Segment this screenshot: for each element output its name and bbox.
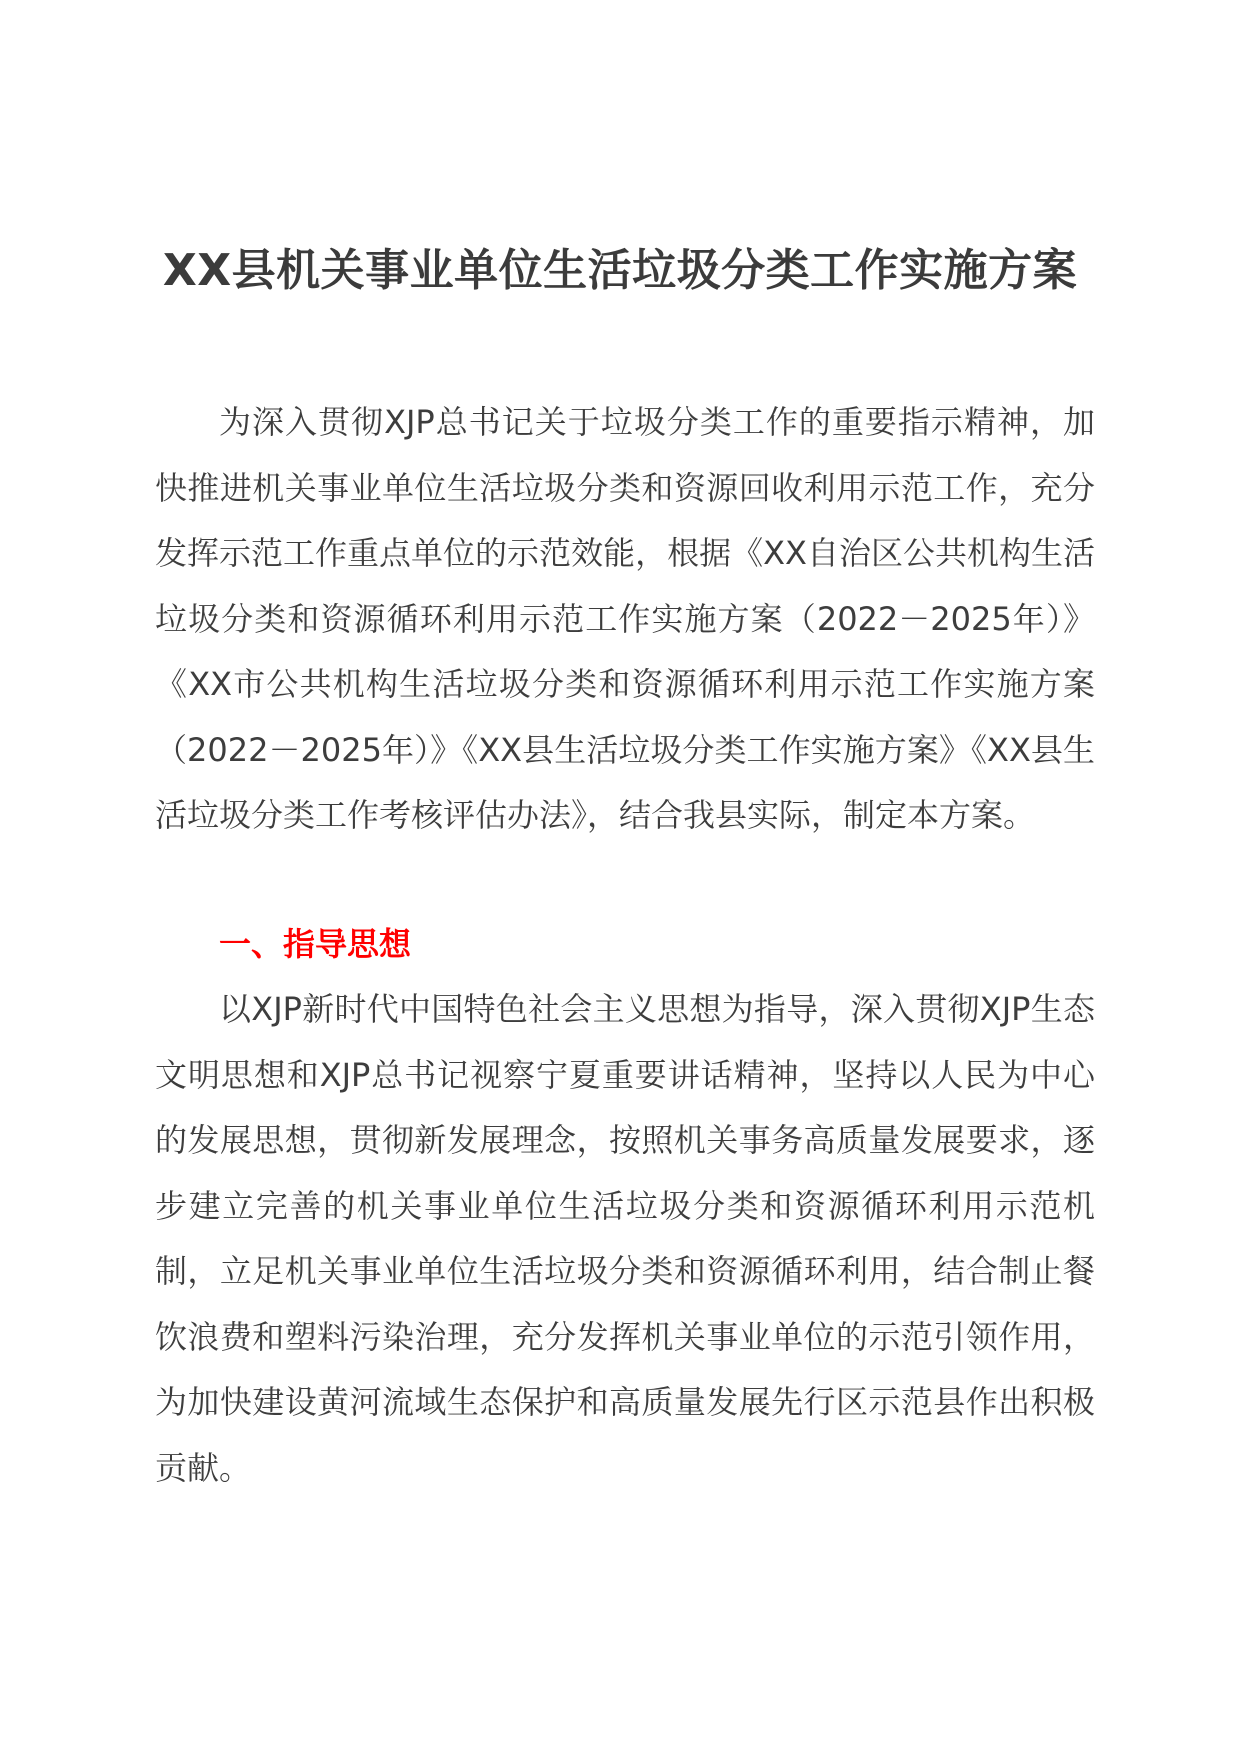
intro-paragraph: 为深入贯彻XJP总书记关于垃圾分类工作的重要指示精神，加快推进机关事业单位生活垃圾分类和资源回收利用示范工作，充分发挥示范工作重点单位的示范效能，根据《XX自治区公共机构生活垃圾分类和资源循环利用示范工作实施方案（2022－2025年）》《XX市公共机构生活垃圾分类和资源循环利用示范工作实施方案（2022－2025年）》《XX县生活垃圾分类工作实施方案》《XX县生活垃圾分类工作考核评估办法》，结合我县实际，制定本方案。: [155, 403, 1095, 834]
guiding-ideology-paragraph: 以XJP新时代中国特色社会主义思想为指导，深入贯彻XJP生态文明思想和XJP总书记视察宁夏重要讲话精神，坚持以人民为中心的发展思想，贯彻新发展理念，按照机关事务高质量发展要求，逐步建立完善的机关事业单位生活垃圾分类和资源循环利用示范机制，立足机关事业单位生活垃圾分类和资源循环利用，结合制止餐饮浪费和塑料污染治理，充分发挥机关事业单位的示范引领作用，为加快建设黄河流域生态保护和高质量发展先行区示范县作出积极贡献。: [155, 990, 1095, 1487]
document-title: XX县机关事业单位生活垃圾分类工作实施方案: [162, 245, 1078, 296]
section-heading-guiding-ideology: 一、指导思想: [219, 925, 412, 963]
